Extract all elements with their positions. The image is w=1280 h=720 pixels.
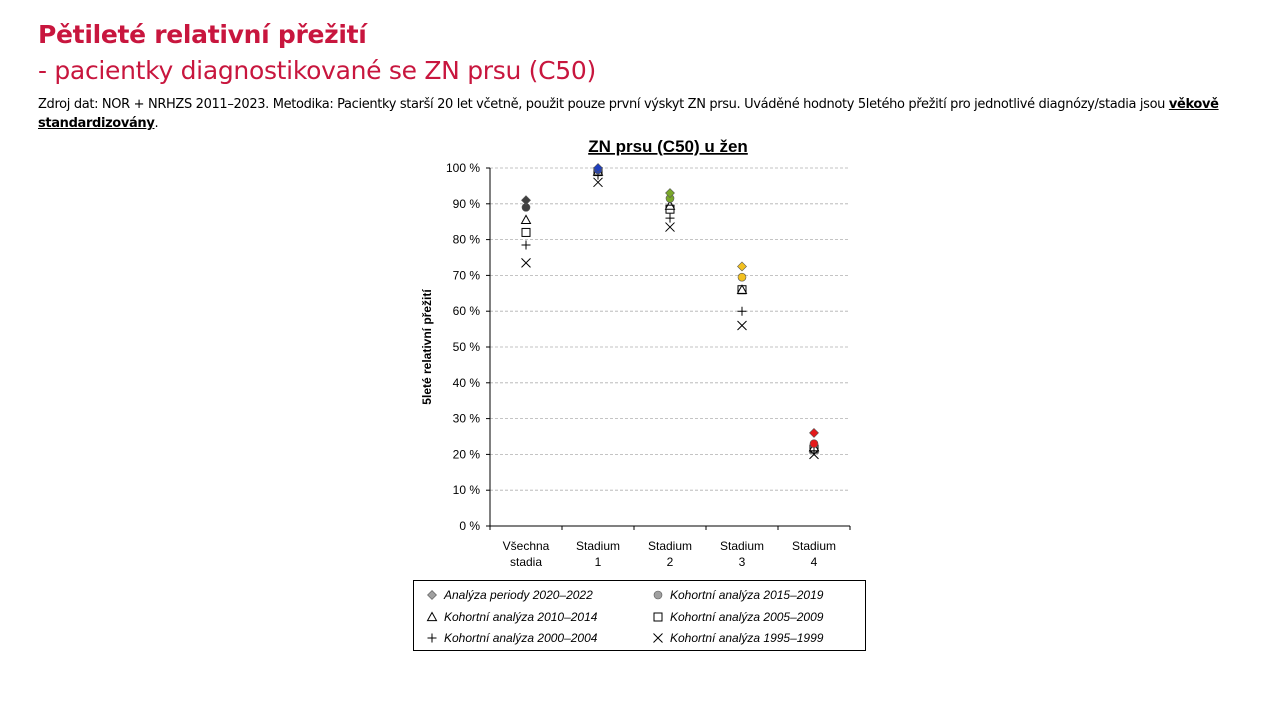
legend-marker: [428, 613, 437, 621]
data-point-triangle: [522, 215, 531, 223]
data-point-triangle: [738, 285, 747, 293]
x-tick-label: Stadium: [647, 539, 693, 553]
legend-marker: [654, 634, 663, 643]
y-tick-label: 100 %: [445, 161, 480, 175]
y-tick-label: 40 %: [452, 375, 480, 390]
y-axis-label: 5leté relativní přežití: [420, 289, 434, 405]
legend-item: [652, 631, 823, 645]
data-point-x: [522, 258, 531, 267]
chart-legend: [413, 580, 866, 651]
data-point-circle: [738, 273, 746, 281]
legend-label: Kohortní analýza 2015–2019: [670, 588, 824, 602]
y-tick-label: 70 %: [452, 268, 480, 283]
source-end: .: [154, 116, 159, 131]
data-point-diamond: [522, 196, 531, 205]
data-point-plus: [666, 214, 675, 223]
data-point-square: [522, 228, 530, 236]
y-tick-label: 90 %: [452, 196, 480, 211]
y-tick-label: 10 %: [452, 483, 480, 498]
legend-marker: [654, 591, 662, 599]
x-tick-label: 2: [666, 555, 674, 569]
legend-marker-x-icon: [652, 632, 664, 644]
x-tick-label: 3: [738, 555, 746, 569]
legend-marker-diamond-icon: [426, 589, 438, 601]
legend-label: Kohortní analýza 1995–1999: [670, 631, 824, 645]
legend-label: Kohortní analýza 2000–2004: [444, 631, 598, 645]
data-point-x: [738, 321, 747, 330]
legend-label: Kohortní analýza 2005–2009: [670, 610, 824, 624]
x-tick-label: stadia: [509, 555, 543, 569]
y-tick-label: 80 %: [452, 232, 480, 247]
y-tick-label: 0 %: [459, 519, 480, 533]
legend-marker: [428, 634, 437, 643]
data-point-diamond: [810, 428, 819, 437]
x-tick-label: 1: [594, 555, 602, 569]
legend-item: [426, 631, 597, 645]
legend-label: Analýza periody 2020–2022: [444, 588, 593, 602]
source-text: Zdroj dat: NOR + NRHZS 2011–2023. Metodika: Pacientky starší 20 let včetně, použit pouze první výskyt ZN prsu. Uváděné hodnoty 5letého přežití pro jednotlivé diagnózy/stadia jsou: [38, 97, 1169, 112]
y-tick-label: 20 %: [452, 447, 480, 462]
x-tick-label: Všechna: [502, 539, 550, 553]
legend-marker: [654, 613, 662, 621]
x-tick-label: 4: [810, 555, 818, 569]
x-tick-label: Stadium: [719, 539, 765, 553]
source-emphasis: věkově standardizovány: [38, 97, 1219, 131]
page-subtitle: - pacientky diagnostikované se ZN prsu (C50): [38, 56, 596, 85]
legend-label: Kohortní analýza 2010–2014: [444, 610, 598, 624]
y-tick-label: 30 %: [452, 411, 480, 426]
legend-marker-triangle-icon: [426, 611, 438, 623]
legend-marker-square-icon: [652, 611, 664, 623]
legend-marker-plus-icon: [426, 632, 438, 644]
legend-marker: [428, 591, 437, 600]
y-tick-label: 50 %: [452, 340, 480, 354]
x-tick-label: Stadium: [575, 539, 621, 553]
data-point-plus: [738, 307, 747, 316]
y-tick-label: 60 %: [452, 304, 480, 319]
data-point-plus: [522, 240, 531, 249]
data-point-circle: [810, 440, 818, 448]
legend-item: [652, 610, 823, 624]
legend-item: [652, 588, 823, 602]
data-point-diamond: [738, 262, 747, 271]
data-point-x: [666, 223, 675, 232]
legend-item: [426, 610, 597, 624]
legend-marker-circle-icon: [652, 589, 664, 601]
page-title: Pětileté relativní přežití: [38, 20, 367, 49]
legend-item: [426, 588, 593, 602]
x-tick-label: Stadium: [791, 539, 837, 553]
chart-title: ZN prsu (C50) u žen: [588, 137, 748, 156]
